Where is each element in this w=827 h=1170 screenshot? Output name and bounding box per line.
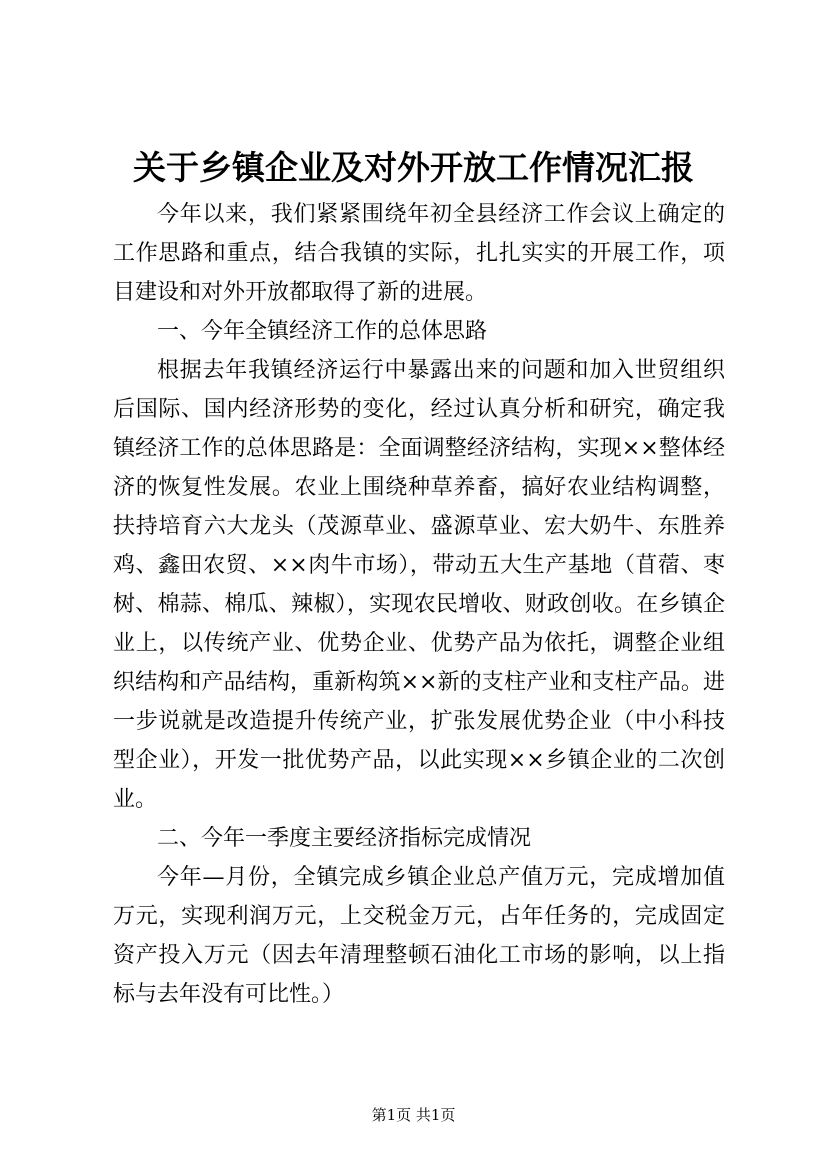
page-footer: 第1页 共1页 [371, 1106, 456, 1124]
intro-paragraph: 今年以来，我们紧紧围绕年初全县经济工作会议上确定的工作思路和重点，结合我镇的实际，扎扎实实的开展工作，项目建设和对外开放都取得了新的进展。 [113, 202, 725, 305]
document-body [113, 195, 725, 1014]
section-heading-2: 二、今年一季度主要经济指标完成情况 [157, 826, 532, 851]
section-heading-1: 一、今年全镇经济工作的总体思路 [157, 319, 488, 344]
section-1-paragraph: 根据去年我镇经济运行中暴露出来的问题和加入世贸组织后国际、国内经济形势的变化，经过认真分析和研究，确定我镇经济工作的总体思路是：全面调整经济结构，实现××整体经济的恢复性发展。农业上围绕种草养畜，搞好农业结构调整，扶持培育六大龙头（茂源草业、盛源草业、宏大奶牛、东胜养鸡、鑫田农贸、××肉牛市场），带动五大生产基地（苜蓿、枣树、棉蒜、棉瓜、辣椒），实现农民增收、财政创收。在乡镇企业上，以传统产业、优势企业、优势产品为依托，调整企业组织结构和产品结构，重新构筑××新的支柱产业和支柱产品。进一步说就是改造提升传统产业，扩张发展优势企业（中小科技型企业），开发一批优势产品，以此实现××乡镇企业的二次创业。 [113, 358, 725, 812]
section-2-paragraph: 今年—月份，全镇完成乡镇企业总产值万元，完成增加值万元，实现利润万元，上交税金万元，占年任务的，完成固定资产投入万元（因去年清理整顿石油化工市场的影响，以上指标与去年没有可比性。） [113, 865, 725, 1007]
document-title: 关于乡镇企业及对外开放工作情况汇报 [133, 148, 694, 187]
